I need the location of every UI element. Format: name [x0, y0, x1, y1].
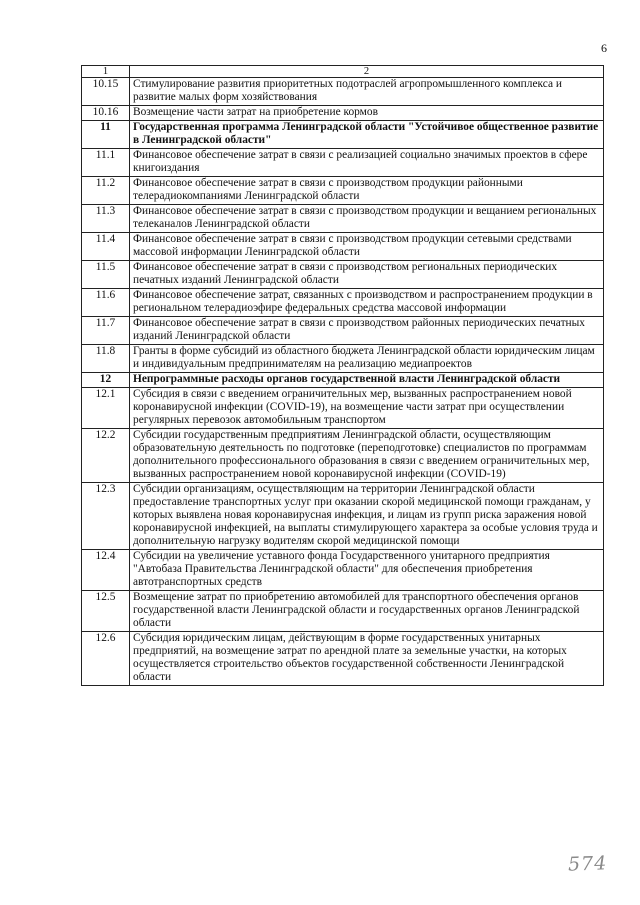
- table-row: [82, 177, 604, 205]
- row-text: Финансовое обеспечение затрат в связи с производством районных периодических печатных изданий Ленинградской области: [130, 317, 604, 345]
- row-number: 11.3: [82, 205, 130, 233]
- row-number: 12: [82, 373, 130, 388]
- row-number: 12.6: [82, 632, 130, 686]
- expenditure-table: [81, 65, 604, 686]
- row-number: 11.5: [82, 261, 130, 289]
- row-text: Стимулирование развития приоритетных подотраслей агропромышленного комплекса и развитие малых форм хозяйствования: [130, 78, 604, 106]
- row-number: 11.8: [82, 345, 130, 373]
- table-row: [82, 205, 604, 233]
- row-number: 10.15: [82, 78, 130, 106]
- row-text: Возмещение части затрат на приобретение кормов: [130, 106, 604, 121]
- table-row: [82, 289, 604, 317]
- archive-stamp-number: 574: [567, 852, 608, 876]
- table-row: [82, 591, 604, 632]
- table-row: [82, 429, 604, 483]
- row-number: 11.7: [82, 317, 130, 345]
- table-row: [82, 233, 604, 261]
- row-number: 11.4: [82, 233, 130, 261]
- table-row: [82, 78, 604, 106]
- row-text: Финансовое обеспечение затрат в связи с производством продукции районными телерадиокомпаниями Ленинградской области: [130, 177, 604, 205]
- row-text: Государственная программа Ленинградской области "Устойчивое общественное развитие в Ленинградской области": [130, 121, 604, 149]
- row-number: 12.3: [82, 483, 130, 550]
- table-row: [82, 261, 604, 289]
- row-number: 11: [82, 121, 130, 149]
- row-number: 12.2: [82, 429, 130, 483]
- row-text: Финансовое обеспечение затрат в связи с производством региональных периодических печатных изданий Ленинградской области: [130, 261, 604, 289]
- table-row: [82, 483, 604, 550]
- table-header-row: [82, 66, 604, 78]
- header-col-name: 2: [130, 66, 604, 78]
- table-row: [82, 388, 604, 429]
- table-row: [82, 345, 604, 373]
- row-text: Непрограммные расходы органов государственной власти Ленинградской области: [130, 373, 604, 388]
- table-row: [82, 149, 604, 177]
- row-number: 11.2: [82, 177, 130, 205]
- row-text: Субсидии организациям, осуществляющим на территории Ленинградской области предоставление транспортных услуг при оказании скорой медицинской помощи гражданам, у которых выявлена новая коронавирусная инфекция, и лицам из групп риска заражения новой коронавирусной инфекцией, на выплаты стимулирующего характера за особые условия труда и дополнительную нагрузку водителям скорой медицинской помощи: [130, 483, 604, 550]
- table-row: [82, 317, 604, 345]
- row-text: Финансовое обеспечение затрат в связи с производством продукции сетевыми средствами массовой информации Ленинградской области: [130, 233, 604, 261]
- row-text: Возмещение затрат по приобретению автомобилей для транспортного обеспечения органов государственной власти Ленинградской области и государственных органов Ленинградской области: [130, 591, 604, 632]
- row-text: Финансовое обеспечение затрат, связанных с производством и распространением продукции в региональном телерадиоэфире федеральных средства массовой информации: [130, 289, 604, 317]
- row-number: 12.1: [82, 388, 130, 429]
- row-text: Финансовое обеспечение затрат в связи с производством продукции и вещанием региональных телеканалов Ленинградской области: [130, 205, 604, 233]
- row-text: Гранты в форме субсидий из областного бюджета Ленинградской области юридическим лицам и индивидуальным предпринимателям на реализацию медиапроектов: [130, 345, 604, 373]
- row-text: Субсидия юридическим лицам, действующим в форме государственных унитарных предприятий, на возмещение затрат по арендной плате за земельные участки, на которых осуществляется строительство объектов государственной собственности Ленинградской области: [130, 632, 604, 686]
- table-row: [82, 632, 604, 686]
- row-text: Субсидии государственным предприятиям Ленинградской области, осуществляющим образовательную деятельность по подготовке (переподготовке) специалистов по программам дополнительного профессионального образования в связи с введением ограничительных мер, вызванных распространением новой коронавирусной инфекции (COVID-19): [130, 429, 604, 483]
- row-text: Субсидии на увеличение уставного фонда Государственного унитарного предприятия "Автобаза Правительства Ленинградской области" для обеспечения приобретения автотранспортных средств: [130, 550, 604, 591]
- row-number: 12.4: [82, 550, 130, 591]
- table-row: [82, 373, 604, 388]
- table-row: [82, 106, 604, 121]
- row-number: 10.16: [82, 106, 130, 121]
- header-col-number: 1: [82, 66, 130, 78]
- page-number: 6: [601, 41, 607, 55]
- row-text: Финансовое обеспечение затрат в связи с реализацией социально значимых проектов в сфере книгоиздания: [130, 149, 604, 177]
- table-row: [82, 550, 604, 591]
- row-number: 12.5: [82, 591, 130, 632]
- row-number: 11.6: [82, 289, 130, 317]
- row-number: 11.1: [82, 149, 130, 177]
- table-body: [82, 66, 604, 686]
- row-text: Субсидия в связи с введением ограничительных мер, вызванных распространением новой коронавирусной инфекции (COVID-19), на возмещение части затрат при осуществлении регулярных перевозок автомобильным транспортом: [130, 388, 604, 429]
- table-row: [82, 121, 604, 149]
